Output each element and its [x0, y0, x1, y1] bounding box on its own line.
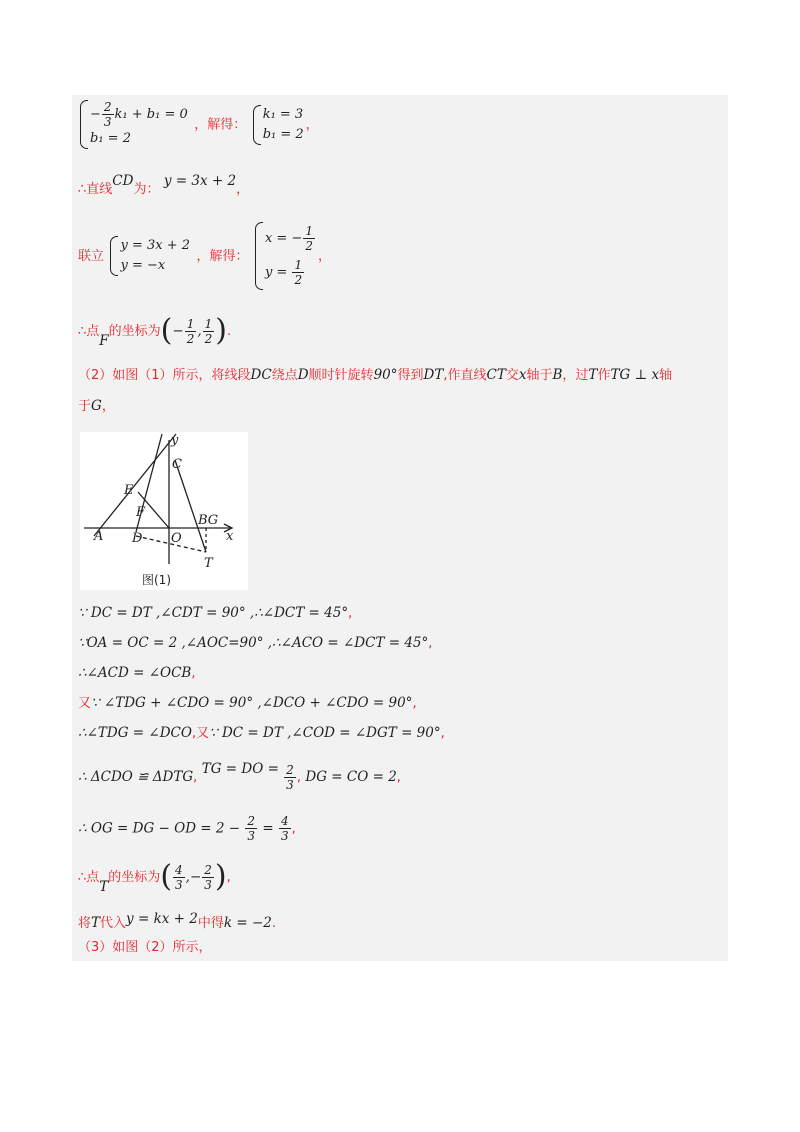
label-a: A	[94, 529, 104, 544]
label-e: E	[124, 483, 134, 498]
label-o: O	[171, 531, 182, 546]
label-d: D	[132, 531, 143, 546]
part-2-intro-cont: 于G，	[78, 398, 115, 414]
system-line-1: − $\frac{2}{3}$ k₁ + b₁ = 0 b₁ = 2 ，解得： k₁ = 3 b₁ = 2 ，	[78, 100, 319, 149]
simultaneous-line: 联立 y = 3x + 2 y = −x ，解得： x = − $\frac{1}{2}$ y = $\frac{1}{2}$ ，	[78, 222, 331, 290]
geometry-diagram	[80, 432, 248, 590]
proof-line-7: ∴ OG = DG − OD = 2 − $\frac{2}{3}$ = $\frac{4}{3}$ ,	[78, 814, 296, 843]
proof-line-6: ∴ ΔCDO ≌ ΔDTG, TG = DO = $\frac{2}{3}$ , DG = CO = 2,	[78, 761, 401, 792]
label-t: T	[204, 556, 213, 571]
substitute-line: 将T代入y = kx + 2中得k = −2.	[78, 911, 276, 931]
solution-system: k₁ = 3 b₁ = 2	[253, 105, 304, 145]
figure-caption: 图(1)	[142, 573, 171, 587]
proof-line-3: ∴∠ACD = ∠OCB,	[78, 665, 196, 681]
part-2-intro: （2）如图（1）所示，将线段DC绕点D顺时针旋转90°得到DT,作直线CT交x轴于B，过T作TG ⊥ x轴	[78, 367, 673, 383]
point-t-coords: ∴点T的坐标为( $\frac{4}{3}$ ,− $\frac{2}{3}$ ),	[78, 859, 231, 895]
proof-line-2: ∵OA = OC = 2 ,∠AOC=90° ,∴∠ACO = ∠DCT = 45°,	[78, 635, 433, 651]
proof-line-1: ∵ DC = DT ,∠CDT = 90° ,∴∠DCT = 45°,	[78, 605, 353, 621]
label-bg: BG	[198, 513, 219, 528]
label-y: y	[171, 433, 179, 448]
xy-solution-system: x = − $\frac{1}{2}$ y = $\frac{1}{2}$	[255, 222, 316, 290]
proof-line-5: ∴∠TDG = ∠DCO,又∵ DC = DT ,∠COD = ∠DGT = 90°,	[78, 725, 445, 741]
point-f-coords: ∴点F的坐标为(− $\frac{1}{2}$ , $\frac{1}{2}$ ).	[78, 313, 232, 349]
label-c: C	[172, 457, 182, 472]
part-3-intro: （3）如图（2）所示，	[78, 940, 212, 955]
simultaneous-system: y = 3x + 2 y = −x	[110, 236, 190, 276]
figure-1	[80, 432, 248, 590]
label-f: F	[136, 505, 146, 520]
label-x: x	[226, 529, 234, 544]
proof-line-4: 又∵ ∠TDG + ∠CDO = 90° ,∠DCO + ∠CDO = 90°,	[78, 695, 417, 711]
line-ac	[94, 434, 176, 536]
line-cd-equation: ∴直线CD为： y = 3x + 2，	[78, 173, 250, 197]
equation-system: − $\frac{2}{3}$ k₁ + b₁ = 0 b₁ = 2	[80, 100, 188, 149]
